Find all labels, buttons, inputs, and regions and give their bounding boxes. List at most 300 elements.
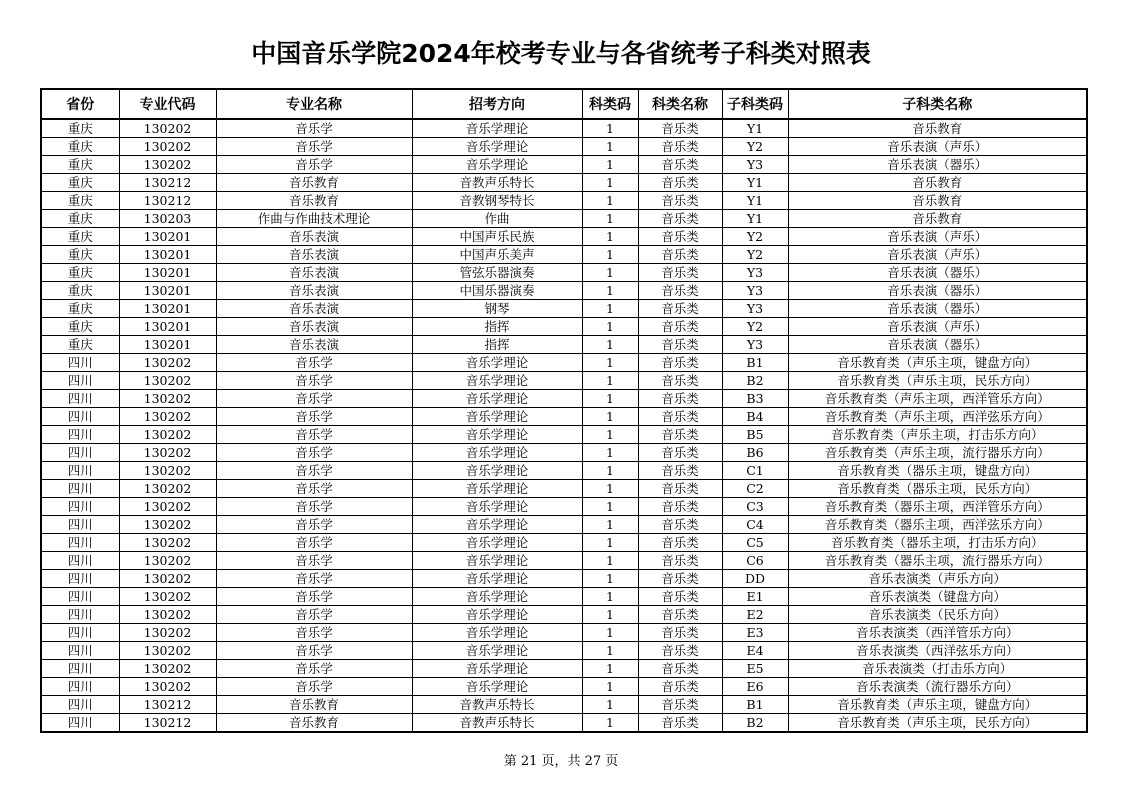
category-code-cell: 1 [582,678,638,696]
major-code-cell: 130212 [119,192,216,210]
major-code-cell: 130202 [119,678,216,696]
province-cell: 重庆 [41,300,119,318]
subcategory-name-cell: 音乐表演类（声乐方向） [788,570,1087,588]
province-cell: 四川 [41,570,119,588]
major-name-cell: 音乐学 [216,606,412,624]
category-code-cell: 1 [582,408,638,426]
major-name-cell: 音乐学 [216,119,412,138]
province-cell: 重庆 [41,336,119,354]
province-cell: 重庆 [41,246,119,264]
category-code-cell: 1 [582,552,638,570]
province-cell: 重庆 [41,192,119,210]
province-cell: 四川 [41,534,119,552]
major-name-cell: 音乐学 [216,660,412,678]
table-row [41,498,1087,516]
category-name-cell: 音乐类 [638,210,722,228]
subcategory-name-cell: 音乐教育类（声乐主项，民乐方向） [788,714,1087,733]
major-name-cell: 音乐学 [216,156,412,174]
major-code-cell: 130201 [119,282,216,300]
category-name-cell: 音乐类 [638,570,722,588]
subcategory-code-cell: C2 [722,480,788,498]
subcategory-name-cell: 音乐表演类（西洋管乐方向） [788,624,1087,642]
table-row [41,318,1087,336]
category-code-cell: 1 [582,444,638,462]
category-code-cell: 1 [582,390,638,408]
direction-cell: 音乐学理论 [412,588,582,606]
category-name-cell: 音乐类 [638,426,722,444]
major-name-cell: 音乐学 [216,480,412,498]
subcategory-name-cell: 音乐表演（器乐） [788,156,1087,174]
direction-cell: 音乐学理论 [412,480,582,498]
category-name-cell: 音乐类 [638,156,722,174]
category-code-cell: 1 [582,210,638,228]
province-cell: 四川 [41,606,119,624]
major-name-cell: 音乐表演 [216,318,412,336]
table-row [41,300,1087,318]
direction-cell: 音教声乐特长 [412,714,582,733]
major-name-cell: 音乐表演 [216,300,412,318]
major-name-cell: 音乐表演 [216,282,412,300]
category-code-cell: 1 [582,660,638,678]
province-cell: 四川 [41,552,119,570]
major-name-cell: 音乐学 [216,462,412,480]
category-code-cell: 1 [582,696,638,714]
table-row [41,408,1087,426]
category-name-cell: 音乐类 [638,300,722,318]
subcategory-name-cell: 音乐教育类（器乐主项，西洋管乐方向） [788,498,1087,516]
table-row [41,119,1087,138]
province-cell: 重庆 [41,156,119,174]
subcategory-name-cell: 音乐教育类（声乐主项，西洋管乐方向） [788,390,1087,408]
direction-cell: 音乐学理论 [412,462,582,480]
category-name-cell: 音乐类 [638,714,722,733]
direction-cell: 音教声乐特长 [412,174,582,192]
table-row [41,174,1087,192]
major-code-cell: 130201 [119,264,216,282]
category-name-cell: 音乐类 [638,480,722,498]
category-name-cell: 音乐类 [638,192,722,210]
subcategory-code-cell: E3 [722,624,788,642]
page-footer: 第 21 页，共 27 页 [503,754,619,769]
province-cell: 四川 [41,714,119,733]
province-cell: 四川 [41,426,119,444]
direction-cell: 音教声乐特长 [412,696,582,714]
table-row [41,588,1087,606]
category-code-cell: 1 [582,372,638,390]
table-row [41,552,1087,570]
direction-cell: 音乐学理论 [412,138,582,156]
subcategory-code-cell: B3 [722,390,788,408]
table-row [41,462,1087,480]
table-row [41,642,1087,660]
subcategory-name-cell: 音乐表演类（西洋弦乐方向） [788,642,1087,660]
subcategory-name-cell: 音乐表演（声乐） [788,246,1087,264]
subcategory-name-cell: 音乐教育类（器乐主项，流行器乐方向） [788,552,1087,570]
major-name-cell: 音乐学 [216,534,412,552]
category-name-cell: 音乐类 [638,498,722,516]
category-name-cell: 音乐类 [638,336,722,354]
category-code-cell: 1 [582,282,638,300]
major-name-cell: 作曲与作曲技术理论 [216,210,412,228]
table-row [41,246,1087,264]
table-row [41,264,1087,282]
province-cell: 重庆 [41,318,119,336]
category-name-cell: 音乐类 [638,264,722,282]
direction-cell: 音乐学理论 [412,642,582,660]
direction-cell: 音乐学理论 [412,570,582,588]
subcategory-code-cell: E4 [722,642,788,660]
subcategory-code-cell: Y3 [722,282,788,300]
major-code-cell: 130202 [119,372,216,390]
subcategory-code-cell: B2 [722,372,788,390]
category-name-cell: 音乐类 [638,408,722,426]
table-row [41,516,1087,534]
major-name-cell: 音乐学 [216,570,412,588]
province-cell: 四川 [41,354,119,372]
table-row [41,336,1087,354]
major-name-cell: 音乐教育 [216,192,412,210]
subcategory-name-cell: 音乐表演类（打击乐方向） [788,660,1087,678]
direction-cell: 指挥 [412,318,582,336]
category-name-cell: 音乐类 [638,552,722,570]
province-cell: 重庆 [41,282,119,300]
major-code-cell: 130202 [119,426,216,444]
table-row [41,354,1087,372]
province-cell: 四川 [41,588,119,606]
direction-cell: 音乐学理论 [412,354,582,372]
major-name-cell: 音乐学 [216,552,412,570]
major-code-cell: 130202 [119,498,216,516]
subcategory-code-cell: C6 [722,552,788,570]
major-name-cell: 音乐表演 [216,336,412,354]
subcategory-code-cell: B4 [722,408,788,426]
direction-cell: 音教钢琴特长 [412,192,582,210]
major-code-cell: 130212 [119,714,216,733]
province-cell: 四川 [41,444,119,462]
subcategory-name-cell: 音乐教育 [788,192,1087,210]
direction-cell: 音乐学理论 [412,372,582,390]
subcategory-code-cell: DD [722,570,788,588]
subcategory-name-cell: 音乐教育类（声乐主项，打击乐方向） [788,426,1087,444]
major-code-cell: 130202 [119,642,216,660]
subcategory-code-cell: E2 [722,606,788,624]
direction-cell: 音乐学理论 [412,534,582,552]
subcategory-code-cell: B2 [722,714,788,733]
major-code-cell: 130212 [119,174,216,192]
subcategory-name-cell: 音乐教育类（器乐主项，民乐方向） [788,480,1087,498]
category-code-cell: 1 [582,354,638,372]
direction-cell: 音乐学理论 [412,444,582,462]
subcategory-code-cell: Y2 [722,228,788,246]
category-name-cell: 音乐类 [638,354,722,372]
direction-cell: 指挥 [412,336,582,354]
category-code-cell: 1 [582,534,638,552]
subcategory-name-cell: 音乐表演类（民乐方向） [788,606,1087,624]
category-name-cell: 音乐类 [638,624,722,642]
major-name-cell: 音乐教育 [216,714,412,733]
province-cell: 四川 [41,678,119,696]
province-cell: 四川 [41,462,119,480]
header-subcategory-code: 子科类码 [722,89,788,119]
table-row [41,696,1087,714]
subcategory-name-cell: 音乐表演（器乐） [788,336,1087,354]
table-row [41,606,1087,624]
major-name-cell: 音乐表演 [216,264,412,282]
subcategory-code-cell: Y1 [722,119,788,138]
header-major-code: 专业代码 [119,89,216,119]
category-code-cell: 1 [582,156,638,174]
subcategory-name-cell: 音乐教育类（器乐主项，键盘方向） [788,462,1087,480]
category-code-cell: 1 [582,119,638,138]
category-name-cell: 音乐类 [638,696,722,714]
subcategory-code-cell: C1 [722,462,788,480]
major-code-cell: 130202 [119,354,216,372]
category-name-cell: 音乐类 [638,228,722,246]
direction-cell: 钢琴 [412,300,582,318]
direction-cell: 音乐学理论 [412,408,582,426]
subcategory-code-cell: Y2 [722,318,788,336]
subcategory-name-cell: 音乐教育 [788,174,1087,192]
province-cell: 重庆 [41,264,119,282]
header-direction: 招考方向 [412,89,582,119]
subcategory-name-cell: 音乐表演（声乐） [788,138,1087,156]
category-name-cell: 音乐类 [638,462,722,480]
header-category-code: 科类码 [582,89,638,119]
major-code-cell: 130202 [119,119,216,138]
major-name-cell: 音乐表演 [216,228,412,246]
subcategory-code-cell: E5 [722,660,788,678]
subcategory-name-cell: 音乐教育类（声乐主项，键盘方向） [788,354,1087,372]
major-name-cell: 音乐学 [216,426,412,444]
table-row [41,534,1087,552]
mapping-table [40,88,1088,733]
table-row [41,282,1087,300]
table-row [41,714,1087,733]
major-code-cell: 130203 [119,210,216,228]
major-code-cell: 130202 [119,570,216,588]
province-cell: 四川 [41,696,119,714]
subcategory-name-cell: 音乐表演（器乐） [788,264,1087,282]
subcategory-name-cell: 音乐表演（声乐） [788,318,1087,336]
province-cell: 四川 [41,660,119,678]
subcategory-code-cell: Y2 [722,246,788,264]
major-code-cell: 130202 [119,480,216,498]
category-name-cell: 音乐类 [638,246,722,264]
table-row [41,138,1087,156]
subcategory-code-cell: Y2 [722,138,788,156]
province-cell: 重庆 [41,138,119,156]
province-cell: 四川 [41,498,119,516]
major-code-cell: 130202 [119,624,216,642]
major-code-cell: 130202 [119,408,216,426]
major-name-cell: 音乐学 [216,354,412,372]
direction-cell: 中国乐器演奏 [412,282,582,300]
subcategory-code-cell: Y3 [722,156,788,174]
header-province: 省份 [41,89,119,119]
subcategory-code-cell: C5 [722,534,788,552]
subcategory-name-cell: 音乐教育类（声乐主项，流行器乐方向） [788,444,1087,462]
major-name-cell: 音乐学 [216,624,412,642]
category-code-cell: 1 [582,570,638,588]
province-cell: 四川 [41,390,119,408]
table-row [41,570,1087,588]
major-name-cell: 音乐学 [216,498,412,516]
major-code-cell: 130201 [119,300,216,318]
table-row [41,426,1087,444]
table-row [41,390,1087,408]
subcategory-code-cell: B1 [722,696,788,714]
major-code-cell: 130212 [119,696,216,714]
category-code-cell: 1 [582,462,638,480]
province-cell: 四川 [41,642,119,660]
category-code-cell: 1 [582,606,638,624]
category-name-cell: 音乐类 [638,318,722,336]
category-name-cell: 音乐类 [638,174,722,192]
category-name-cell: 音乐类 [638,660,722,678]
table-header-row [41,89,1087,119]
subcategory-name-cell: 音乐表演类（键盘方向） [788,588,1087,606]
table-row [41,660,1087,678]
major-code-cell: 130201 [119,336,216,354]
category-code-cell: 1 [582,174,638,192]
category-code-cell: 1 [582,480,638,498]
major-name-cell: 音乐学 [216,444,412,462]
subcategory-name-cell: 音乐教育类（声乐主项，键盘方向） [788,696,1087,714]
subcategory-name-cell: 音乐教育类（器乐主项，西洋弦乐方向） [788,516,1087,534]
category-code-cell: 1 [582,426,638,444]
subcategory-code-cell: E1 [722,588,788,606]
major-name-cell: 音乐学 [216,588,412,606]
province-cell: 四川 [41,480,119,498]
subcategory-code-cell: Y1 [722,192,788,210]
table-row [41,678,1087,696]
major-name-cell: 音乐学 [216,642,412,660]
major-code-cell: 130202 [119,588,216,606]
major-name-cell: 音乐学 [216,390,412,408]
subcategory-code-cell: B5 [722,426,788,444]
category-code-cell: 1 [582,264,638,282]
major-code-cell: 130201 [119,246,216,264]
category-code-cell: 1 [582,318,638,336]
major-code-cell: 130202 [119,138,216,156]
category-name-cell: 音乐类 [638,534,722,552]
table-body [41,119,1087,732]
category-code-cell: 1 [582,498,638,516]
direction-cell: 中国声乐民族 [412,228,582,246]
major-name-cell: 音乐表演 [216,246,412,264]
major-code-cell: 130202 [119,390,216,408]
major-code-cell: 130202 [119,156,216,174]
major-code-cell: 130201 [119,318,216,336]
table-row [41,228,1087,246]
major-name-cell: 音乐学 [216,516,412,534]
direction-cell: 音乐学理论 [412,516,582,534]
table-row [41,444,1087,462]
table-row [41,192,1087,210]
major-name-cell: 音乐学 [216,408,412,426]
subcategory-name-cell: 音乐表演类（流行器乐方向） [788,678,1087,696]
major-name-cell: 音乐学 [216,678,412,696]
subcategory-name-cell: 音乐教育 [788,210,1087,228]
major-name-cell: 音乐学 [216,372,412,390]
major-code-cell: 130202 [119,606,216,624]
table-row [41,210,1087,228]
direction-cell: 音乐学理论 [412,606,582,624]
direction-cell: 音乐学理论 [412,119,582,138]
subcategory-code-cell: Y3 [722,300,788,318]
category-code-cell: 1 [582,624,638,642]
subcategory-code-cell: Y3 [722,264,788,282]
category-name-cell: 音乐类 [638,516,722,534]
major-name-cell: 音乐学 [216,138,412,156]
header-subcategory-name: 子科类名称 [788,89,1087,119]
subcategory-code-cell: Y1 [722,210,788,228]
direction-cell: 管弦乐器演奏 [412,264,582,282]
category-name-cell: 音乐类 [638,119,722,138]
major-code-cell: 130202 [119,444,216,462]
category-name-cell: 音乐类 [638,606,722,624]
direction-cell: 音乐学理论 [412,660,582,678]
subcategory-name-cell: 音乐教育类（声乐主项，西洋弦乐方向） [788,408,1087,426]
category-code-cell: 1 [582,588,638,606]
category-code-cell: 1 [582,192,638,210]
category-name-cell: 音乐类 [638,390,722,408]
subcategory-code-cell: Y1 [722,174,788,192]
province-cell: 重庆 [41,119,119,138]
major-code-cell: 130202 [119,516,216,534]
subcategory-name-cell: 音乐教育类（声乐主项，民乐方向） [788,372,1087,390]
direction-cell: 音乐学理论 [412,498,582,516]
category-code-cell: 1 [582,642,638,660]
header-major-name: 专业名称 [216,89,412,119]
province-cell: 重庆 [41,174,119,192]
category-code-cell: 1 [582,138,638,156]
direction-cell: 音乐学理论 [412,426,582,444]
subcategory-code-cell: B6 [722,444,788,462]
major-code-cell: 130202 [119,552,216,570]
subcategory-name-cell: 音乐教育 [788,119,1087,138]
subcategory-code-cell: B1 [722,354,788,372]
category-code-cell: 1 [582,246,638,264]
subcategory-name-cell: 音乐表演（器乐） [788,300,1087,318]
subcategory-name-cell: 音乐表演（器乐） [788,282,1087,300]
header-category-name: 科类名称 [638,89,722,119]
subcategory-name-cell: 音乐教育类（器乐主项，打击乐方向） [788,534,1087,552]
province-cell: 重庆 [41,228,119,246]
direction-cell: 作曲 [412,210,582,228]
major-code-cell: 130202 [119,534,216,552]
category-name-cell: 音乐类 [638,138,722,156]
direction-cell: 音乐学理论 [412,156,582,174]
province-cell: 四川 [41,624,119,642]
major-name-cell: 音乐教育 [216,696,412,714]
category-name-cell: 音乐类 [638,282,722,300]
subcategory-name-cell: 音乐表演（声乐） [788,228,1087,246]
province-cell: 重庆 [41,210,119,228]
category-code-cell: 1 [582,228,638,246]
major-code-cell: 130201 [119,228,216,246]
category-code-cell: 1 [582,336,638,354]
major-name-cell: 音乐教育 [216,174,412,192]
major-code-cell: 130202 [119,462,216,480]
subcategory-code-cell: C3 [722,498,788,516]
direction-cell: 音乐学理论 [412,624,582,642]
table-row [41,624,1087,642]
page-title: 中国音乐学院2024年校考专业与各省统考子科类对照表 [251,39,871,68]
table-row [41,156,1087,174]
subcategory-code-cell: E6 [722,678,788,696]
province-cell: 四川 [41,372,119,390]
